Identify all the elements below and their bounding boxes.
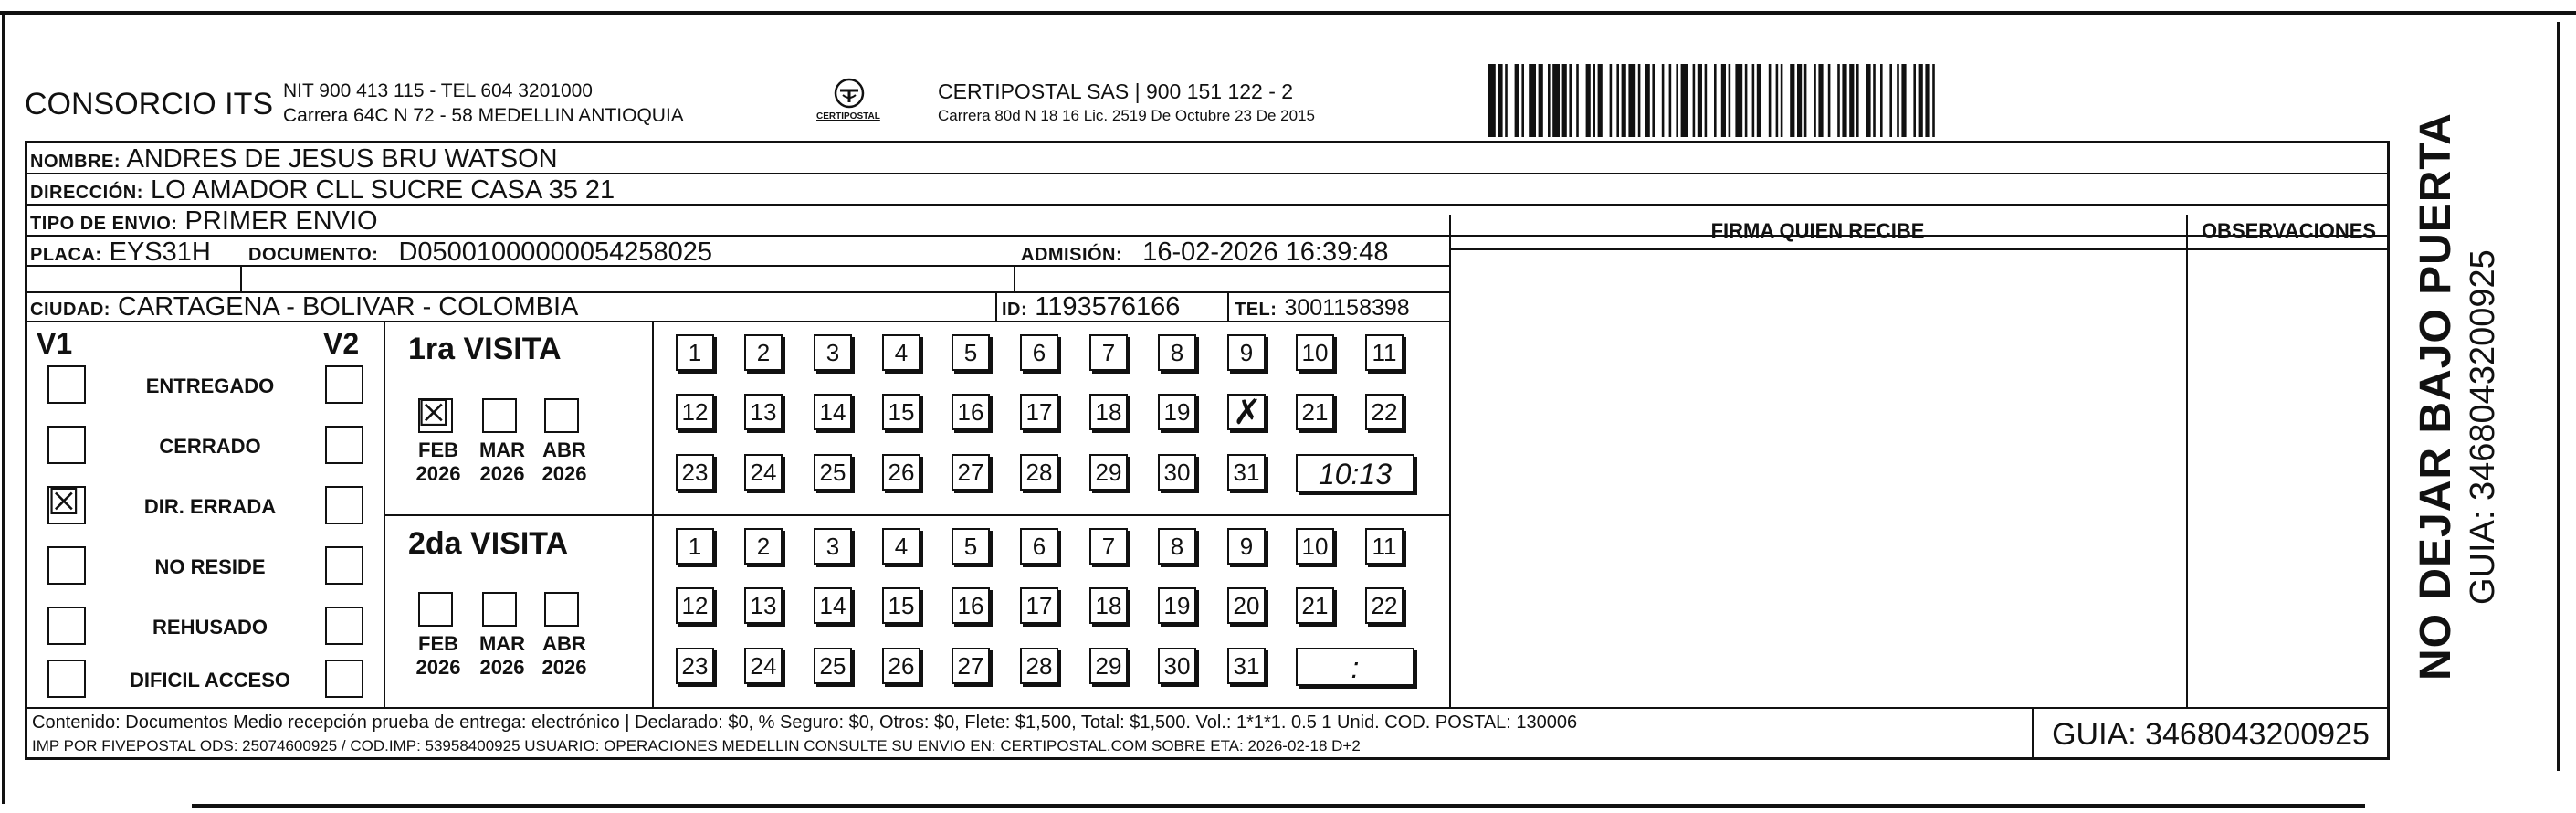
barcode-bar [1552, 64, 1560, 137]
barcode-bar [1814, 64, 1816, 137]
barcode-bar [1880, 64, 1883, 137]
second-day-box[interactable]: 8 [1158, 528, 1196, 565]
second-month-year: 2026 [415, 656, 461, 679]
first-day-box[interactable]: 2 [744, 334, 783, 371]
logo-text: CERTIPOSTAL [816, 111, 880, 121]
barcode-bar [1745, 64, 1748, 137]
barcode-bar [1705, 64, 1708, 137]
barcode-bar [1818, 64, 1823, 137]
check-mark-icon: ✗ [1233, 392, 1262, 432]
direccion-row [30, 175, 615, 207]
tipo-value: PRIMER ENVIO [184, 206, 378, 236]
first-month-name: FEB [418, 438, 458, 461]
status-label: NO RESIDE [154, 555, 266, 578]
ciudad-value: CARTAGENA - BOLIVAR - COLOMBIA [118, 292, 579, 322]
tipo-label: TIPO DE ENVIO: [30, 214, 178, 234]
barcode-bar [1889, 64, 1892, 137]
ciudad-label: CIUDAD: [30, 300, 110, 320]
barcode-bar [1521, 64, 1524, 137]
barcode-bar [1598, 64, 1603, 137]
admision-row [1021, 238, 1389, 269]
first-day-box[interactable]: 31 [1227, 454, 1266, 491]
company-address: Carrera 64C N 72 - 58 MEDELLIN ANTIOQUIA [283, 105, 684, 126]
barcode-bar [1569, 64, 1572, 137]
barcode-bar [1849, 64, 1854, 137]
nombre-row [30, 144, 558, 176]
first-time-box[interactable]: 10:13 [1296, 454, 1414, 492]
company-name: CONSORCIO ITS [25, 87, 274, 121]
first-day-box[interactable] [1227, 394, 1266, 430]
second-day-box[interactable]: 19 [1158, 587, 1196, 624]
second-visit-title: 2da VISITA [408, 526, 569, 561]
footer-guia: GUIA: 3468043200925 [2052, 717, 2370, 752]
certipostal-logo-icon [813, 75, 886, 130]
barcode-bar [1576, 64, 1579, 137]
barcode-bar [1797, 64, 1802, 137]
first-day-box[interactable]: 30 [1158, 454, 1196, 491]
barcode-bar [1757, 64, 1761, 137]
first-day-box[interactable]: 11 [1365, 334, 1404, 371]
nombre-label: NOMBRE: [30, 152, 121, 172]
admision-value: 16-02-2026 16:39:48 [1142, 238, 1389, 267]
first-day-box[interactable]: 14 [814, 394, 852, 430]
certipostal-logo [813, 75, 886, 130]
first-day-box[interactable]: 26 [882, 454, 920, 491]
barcode-bar [1529, 64, 1536, 137]
first-day-box[interactable]: 13 [744, 394, 783, 430]
side-warning: NO DEJAR BAJO PUERTA [2412, 112, 2460, 681]
status-label: ENTREGADO [145, 375, 275, 397]
tipo-row [30, 206, 378, 238]
v1-checkbox[interactable] [47, 481, 86, 524]
scan-edge-right [2557, 22, 2560, 771]
firma-header: FIRMA QUIEN RECIBE [1710, 219, 1925, 242]
tel-label: TEL: [1235, 300, 1277, 320]
barcode-bar [1548, 64, 1551, 137]
v2-checkbox[interactable] [325, 426, 363, 464]
barcode-bar [1842, 64, 1846, 137]
second-day-box[interactable]: 21 [1296, 587, 1334, 624]
second-month-year: 2026 [479, 656, 525, 679]
v2-checkbox[interactable] [325, 660, 363, 698]
divider [1014, 265, 1015, 291]
direccion-label: DIRECCIÓN: [30, 183, 143, 203]
ciudad-row [30, 292, 578, 324]
barcode-bar [1919, 64, 1923, 137]
barcode-bar [1693, 64, 1696, 137]
first-month-year: 2026 [479, 462, 525, 485]
v2-checkbox[interactable] [325, 546, 363, 585]
first-month-checkbox[interactable] [544, 398, 579, 433]
barcode-bar [1586, 64, 1591, 137]
company-nit: NIT 900 413 115 - TEL 604 3201000 [283, 80, 593, 101]
tel-value: 3001158398 [1284, 295, 1410, 321]
id-row [1002, 292, 1180, 324]
barcode-bar [1721, 64, 1726, 137]
barcode-bar [1781, 64, 1783, 137]
first-day-box[interactable]: 25 [814, 454, 852, 491]
footer-content: Contenido: Documentos Medio recepción prueba de entrega: electrónico | Declarado: $0, % Seguro: $0, Otros: $0, Flete: $1,500, Total: $1,500. Vol.: 1*1*1. 0.5 1 Unid. COD. POSTAL: 130006 [32, 713, 1578, 733]
second-time-box[interactable]: : [1296, 648, 1414, 686]
first-day-box[interactable]: 3 [814, 334, 852, 371]
v2-checkbox[interactable] [325, 365, 363, 404]
second-day-box[interactable]: 10 [1296, 528, 1334, 565]
carrier-address: Carrera 80d N 18 16 Lic. 2519 De Octubre 23 De 2015 [938, 107, 1315, 124]
second-day-box[interactable]: 28 [1020, 648, 1058, 684]
placa-label: PLACA: [30, 245, 102, 265]
direccion-value: LO AMADOR CLL SUCRE CASA 35 21 [150, 175, 615, 205]
barcode-bar [1488, 64, 1496, 137]
barcode-bar [1515, 64, 1519, 137]
barcode-bar [1856, 64, 1859, 137]
barcode-bar [1873, 64, 1876, 137]
status-label: DIR. ERRADA [143, 495, 277, 518]
first-day-box[interactable]: 8 [1158, 334, 1196, 371]
carrier-name: CERTIPOSTAL SAS | 900 151 122 - 2 [938, 79, 1294, 103]
divider [1449, 215, 1451, 707]
first-month-checkbox[interactable] [417, 393, 453, 435]
barcode-bar [1616, 64, 1619, 137]
second-day-box[interactable]: 13 [744, 587, 783, 624]
check-mark-icon: ☒ [47, 481, 80, 523]
barcode-bar [1539, 64, 1543, 137]
first-day-box[interactable]: 24 [744, 454, 783, 491]
second-day-box[interactable]: 4 [882, 528, 920, 565]
first-day-box[interactable]: 16 [952, 394, 990, 430]
v2-checkbox[interactable] [325, 486, 363, 524]
second-day-box[interactable]: 27 [952, 648, 990, 684]
second-month-name: FEB [418, 632, 458, 655]
second-day-box[interactable]: 12 [676, 587, 714, 624]
barcode-bar [1622, 64, 1626, 137]
second-day-box[interactable]: 3 [814, 528, 852, 565]
first-day-box[interactable]: 18 [1089, 394, 1128, 430]
barcode-bar [1676, 64, 1678, 137]
divider [1449, 248, 2390, 250]
first-day-box[interactable]: 9 [1227, 334, 1266, 371]
scan-edge-bottom [192, 804, 2365, 808]
barcode-bar [1714, 64, 1717, 137]
second-day-box[interactable]: 1 [676, 528, 714, 565]
barcode-bar [1735, 64, 1742, 137]
second-day-box[interactable]: 16 [952, 587, 990, 624]
barcode-bar [1729, 64, 1731, 137]
first-day-box[interactable]: 21 [1296, 394, 1334, 430]
second-month-name: MAR [478, 632, 526, 655]
barcode-bar [1901, 64, 1906, 137]
second-day-box[interactable]: 25 [814, 648, 852, 684]
barcode-bar [1752, 64, 1755, 137]
barcode-bar [1652, 64, 1655, 137]
barcode-bar [1593, 64, 1595, 137]
barcode-bar [1645, 64, 1650, 137]
first-month-name: ABR [542, 438, 586, 461]
second-month-checkbox[interactable] [544, 592, 579, 627]
observaciones-header: OBSERVACIONES [2201, 219, 2377, 242]
first-day-box[interactable]: 27 [952, 454, 990, 491]
first-month-name: MAR [478, 438, 526, 461]
second-day-box[interactable]: 5 [952, 528, 990, 565]
first-day-box[interactable]: 6 [1020, 334, 1058, 371]
barcode-bar [1776, 64, 1779, 137]
status-label: CERRADO [159, 435, 261, 458]
v1-checkbox[interactable] [47, 607, 86, 645]
second-day-box[interactable]: 26 [882, 648, 920, 684]
second-day-box[interactable]: 7 [1089, 528, 1128, 565]
scan-edge-top [0, 11, 2576, 15]
v2-header: V2 [323, 327, 360, 360]
barcode-bar [1837, 64, 1840, 137]
barcode-bar [1866, 64, 1870, 137]
barcode-bar [1628, 64, 1635, 137]
barcode-bar [1897, 64, 1899, 137]
divider [384, 514, 1449, 516]
first-day-box[interactable]: 12 [676, 394, 714, 430]
barcode-bar [1662, 64, 1665, 137]
check-mark-icon: ☒ [417, 393, 450, 435]
status-label: DIFICIL ACCESO [129, 669, 290, 692]
second-month-checkbox[interactable] [482, 592, 517, 627]
first-day-box[interactable]: 28 [1020, 454, 1058, 491]
first-day-box[interactable]: 10 [1296, 334, 1334, 371]
barcode-bar [1681, 64, 1688, 137]
second-day-box[interactable]: 6 [1020, 528, 1058, 565]
second-day-box[interactable]: 29 [1089, 648, 1128, 684]
scan-edge-left [2, 13, 5, 804]
first-day-box[interactable]: 22 [1365, 394, 1404, 430]
second-day-box[interactable]: 24 [744, 648, 783, 684]
barcode-bar [1828, 64, 1831, 137]
second-day-box[interactable]: 17 [1020, 587, 1058, 624]
nombre-value: ANDRES DE JESUS BRU WATSON [126, 144, 558, 174]
barcode-bar [1913, 64, 1916, 137]
divider [240, 265, 242, 291]
v1-checkbox[interactable] [47, 660, 86, 698]
barcode-bar [1769, 64, 1772, 137]
barcode-bar [1562, 64, 1567, 137]
v2-checkbox[interactable] [325, 607, 363, 645]
v1-header: V1 [37, 327, 73, 360]
first-day-box[interactable]: 29 [1089, 454, 1128, 491]
v1-checkbox[interactable] [47, 426, 86, 464]
id-value: 1193576166 [1035, 292, 1181, 322]
barcode-bar [1638, 64, 1641, 137]
side-guia: GUIA: 3468043200925 [2464, 249, 2502, 605]
id-label: ID: [1002, 300, 1028, 320]
documento-label: DOCUMENTO: [248, 245, 379, 265]
documento-row [248, 238, 712, 269]
barcode-bar [1669, 64, 1672, 137]
tel-row [1235, 292, 1410, 324]
divider [995, 291, 997, 321]
placa-row [30, 238, 211, 269]
second-month-year: 2026 [541, 656, 587, 679]
admision-label: ADMISIÓN: [1021, 245, 1123, 265]
status-label: REHUSADO [152, 616, 268, 639]
divider [1227, 291, 1229, 321]
placa-value: EYS31H [109, 238, 211, 267]
second-day-box[interactable]: 31 [1227, 648, 1266, 684]
barcode-bar [1610, 64, 1613, 137]
second-day-box[interactable]: 23 [676, 648, 714, 684]
second-day-box[interactable]: 11 [1365, 528, 1404, 565]
second-day-box[interactable]: 18 [1089, 587, 1128, 624]
barcode-bar [1804, 64, 1807, 137]
first-day-box[interactable]: 19 [1158, 394, 1196, 430]
barcode-bar [1925, 64, 1929, 137]
barcode-bar [1505, 64, 1508, 137]
first-day-box[interactable]: 15 [882, 394, 920, 430]
second-day-box[interactable]: 30 [1158, 648, 1196, 684]
first-month-checkbox[interactable] [482, 398, 517, 433]
footer-imp: IMP POR FIVEPOSTAL ODS: 25074600925 / COD.IMP: 53958400925 USUARIO: OPERACIONES MEDELLIN CONSULTE SU ENVIO EN: CERTIPOSTAL.COM SOBRE ETA: 2026-02-18 D+2 [32, 737, 1361, 755]
divider [25, 707, 2390, 709]
barcode-bar [1790, 64, 1794, 137]
first-visit-title: 1ra VISITA [408, 332, 562, 366]
v1-checkbox[interactable] [47, 365, 86, 404]
second-day-box[interactable]: 20 [1227, 587, 1266, 624]
second-day-box[interactable]: 2 [744, 528, 783, 565]
second-month-checkbox[interactable] [418, 592, 453, 627]
first-day-box[interactable]: 23 [676, 454, 714, 491]
barcode-bar [1498, 64, 1502, 137]
first-day-box[interactable]: 4 [882, 334, 920, 371]
v1-checkbox[interactable] [47, 546, 86, 585]
documento-value: D05001000000054258025 [398, 238, 712, 267]
divider [2186, 215, 2188, 707]
second-day-box[interactable]: 22 [1365, 587, 1404, 624]
second-day-box[interactable]: 15 [882, 587, 920, 624]
barcode [1488, 64, 2219, 137]
barcode-bar [1698, 64, 1702, 137]
second-day-box[interactable]: 14 [814, 587, 852, 624]
first-day-box[interactable]: 5 [952, 334, 990, 371]
barcode-bar [1932, 64, 1935, 137]
first-month-year: 2026 [415, 462, 461, 485]
second-month-name: ABR [542, 632, 586, 655]
first-day-box[interactable]: 1 [676, 334, 714, 371]
second-day-box[interactable]: 9 [1227, 528, 1266, 565]
first-day-box[interactable]: 17 [1020, 394, 1058, 430]
first-day-box[interactable]: 7 [1089, 334, 1128, 371]
first-month-year: 2026 [541, 462, 587, 485]
